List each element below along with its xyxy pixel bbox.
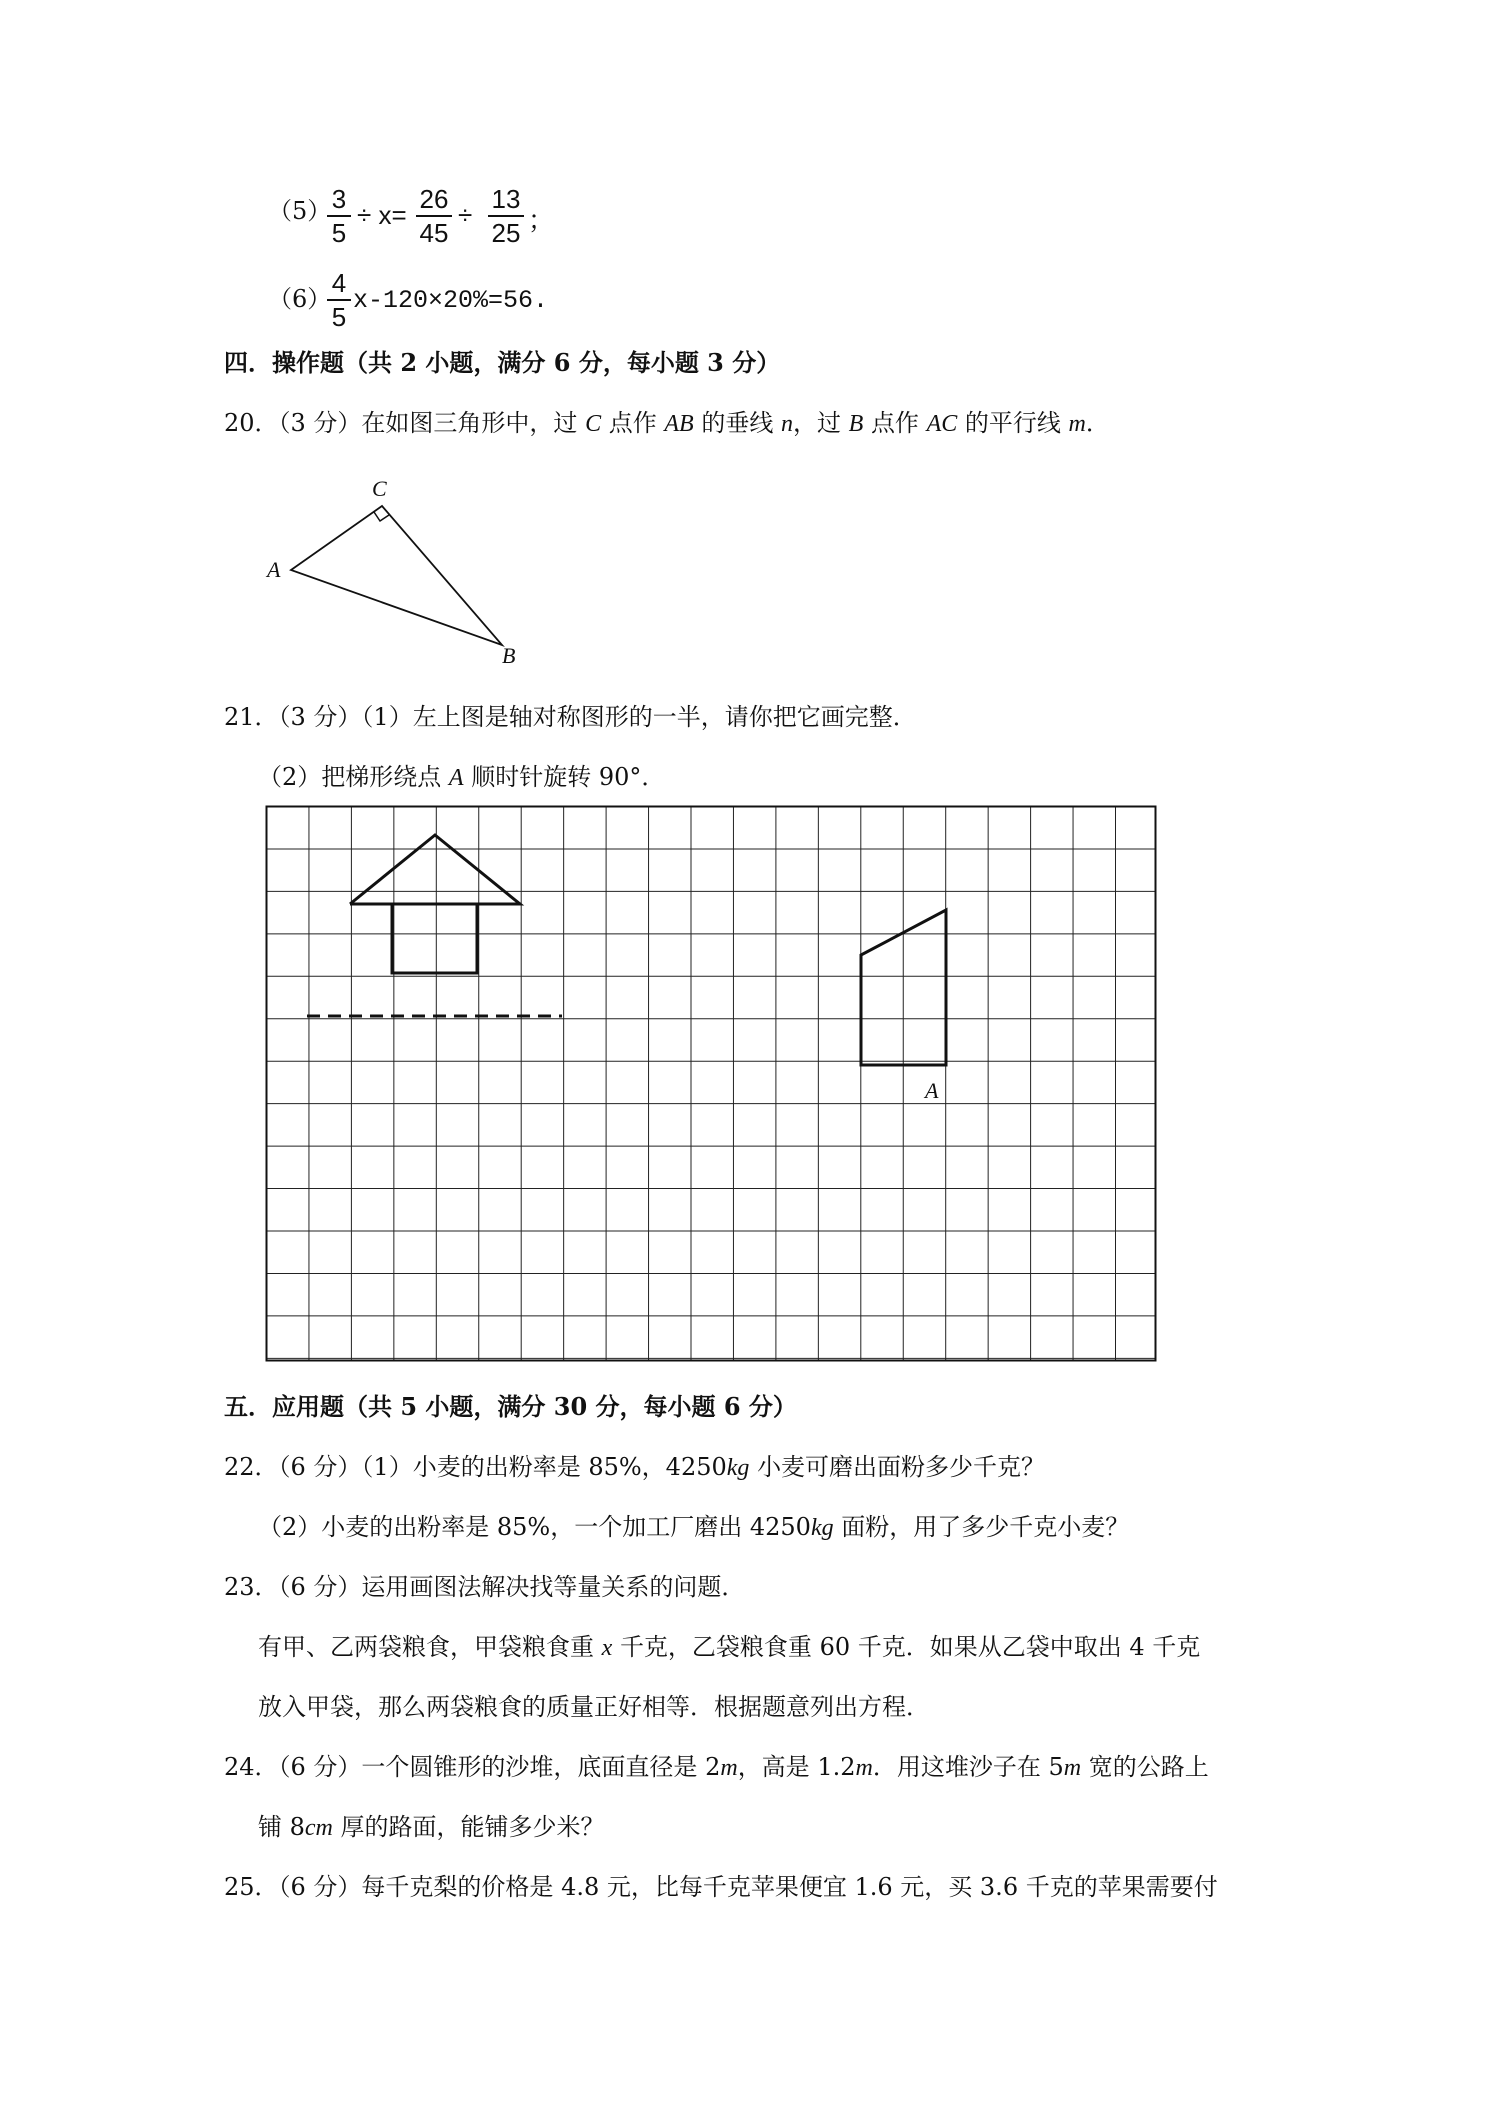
question-25: 25．（6 分）每千克梨的价格是 4.8 元，比每千克苹果便宜 1.6 元，买 3.6 千克的苹果需要付 (224, 1873, 1218, 1901)
unit: kg (810, 1515, 834, 1541)
question-text: ．用这堆沙子在 5 (872, 1753, 1064, 1781)
numerator: 26 (419, 184, 449, 214)
variable: x (601, 1635, 613, 1661)
denominator: 5 (331, 302, 347, 332)
equation-number: （6） (268, 285, 332, 313)
question-21-part1: 21．（3 分）（1）左上图是轴对称图形的一半，请你把它画完整． (224, 703, 917, 731)
fraction (416, 184, 452, 248)
question-text: 小麦可磨出面粉多少千克？ (757, 1453, 1046, 1481)
numerator: 4 (331, 268, 347, 298)
operator-text: ÷ x= (357, 200, 407, 230)
question-text: 点作 (608, 409, 657, 437)
question-23-body (258, 1630, 1200, 1665)
numerator: 13 (491, 184, 521, 214)
point-label-a: A (925, 1078, 939, 1103)
grid-lines (267, 807, 1156, 1361)
denominator: 25 (491, 218, 521, 248)
equation-tail: x-120×20%=56. (353, 286, 549, 315)
section-heading: 四．操作题（共 2 小题，满分 6 分，每小题 3 分） (224, 348, 781, 377)
question-23: 23．（6 分）运用画图法解决找等量关系的问题． (224, 1573, 746, 1601)
variable: m (1068, 411, 1086, 437)
grid-figure (260, 800, 1160, 1370)
question-text: （2）小麦的出粉率是 85%，一个加工厂磨出 4250 (258, 1513, 811, 1541)
grid-border (267, 807, 1156, 1361)
denominator: 5 (331, 218, 347, 248)
variable: n (780, 411, 793, 437)
operator-text: ； (528, 205, 555, 235)
house-roof (350, 835, 520, 904)
vertex-label-b: B (502, 643, 516, 668)
denominator: 45 (419, 218, 449, 248)
operator-text: ÷ (458, 200, 473, 230)
question-text: 宽的公路上 (1088, 1753, 1209, 1781)
variable: C (585, 411, 602, 437)
right-angle-mark (374, 512, 389, 521)
question-24-body (258, 1810, 605, 1845)
triangle-abc (291, 506, 502, 645)
unit: kg (726, 1455, 750, 1481)
question-text: 点作 (870, 409, 919, 437)
variable: B (848, 411, 864, 437)
question-text: 顺时针旋转 90°． (471, 763, 666, 791)
triangle-figure (255, 470, 545, 670)
variable: AB (664, 411, 694, 437)
fraction (488, 184, 524, 248)
question-text: ． (1085, 409, 1110, 437)
fraction (327, 268, 351, 332)
question-22-part2 (258, 1510, 1129, 1545)
question-text: 的垂线 (701, 409, 774, 437)
equation-number: （5） (268, 197, 332, 225)
question-text: （2）把梯形绕点 (258, 763, 442, 791)
question-24 (224, 1750, 1209, 1785)
unit: m (720, 1755, 738, 1781)
question-22-part1 (224, 1450, 1045, 1485)
question-text: 铺 8 (258, 1813, 305, 1841)
question-text: ，过 (792, 409, 841, 437)
question-21-part2 (258, 760, 665, 795)
numerator: 3 (331, 184, 347, 214)
question-20 (224, 406, 1110, 441)
question-text: 20．（3 分）在如图三角形中，过 (224, 409, 578, 437)
fraction (327, 184, 351, 248)
house-body (392, 904, 477, 973)
unit: cm (304, 1815, 333, 1841)
question-text: 有甲、乙两袋粮食，甲袋粮食重 (258, 1633, 594, 1661)
question-text: ，高是 1.2 (737, 1753, 856, 1781)
variable: A (448, 765, 464, 791)
vertex-label-c: C (372, 476, 387, 501)
variable: AC (926, 411, 958, 437)
question-text: 面粉，用了多少千克小麦？ (841, 1513, 1130, 1541)
unit: m (1063, 1755, 1082, 1781)
question-text: 22．（6 分）（1）小麦的出粉率是 85%，4250 (224, 1453, 727, 1481)
question-text: 千克，乙袋粮食重 60 千克．如果从乙袋中取出 4 千克 (619, 1633, 1201, 1661)
question-text: 厚的路面，能铺多少米？ (340, 1813, 605, 1841)
question-text: 的平行线 (964, 409, 1061, 437)
question-text: 24．（6 分）一个圆锥形的沙堆，底面直径是 2 (224, 1753, 721, 1781)
section-heading: 五．应用题（共 5 小题，满分 30 分，每小题 6 分） (224, 1392, 797, 1421)
unit: m (855, 1755, 873, 1781)
question-23-body: 放入甲袋，那么两袋粮食的质量正好相等．根据题意列出方程． (258, 1693, 930, 1721)
vertex-label-a: A (267, 557, 281, 582)
